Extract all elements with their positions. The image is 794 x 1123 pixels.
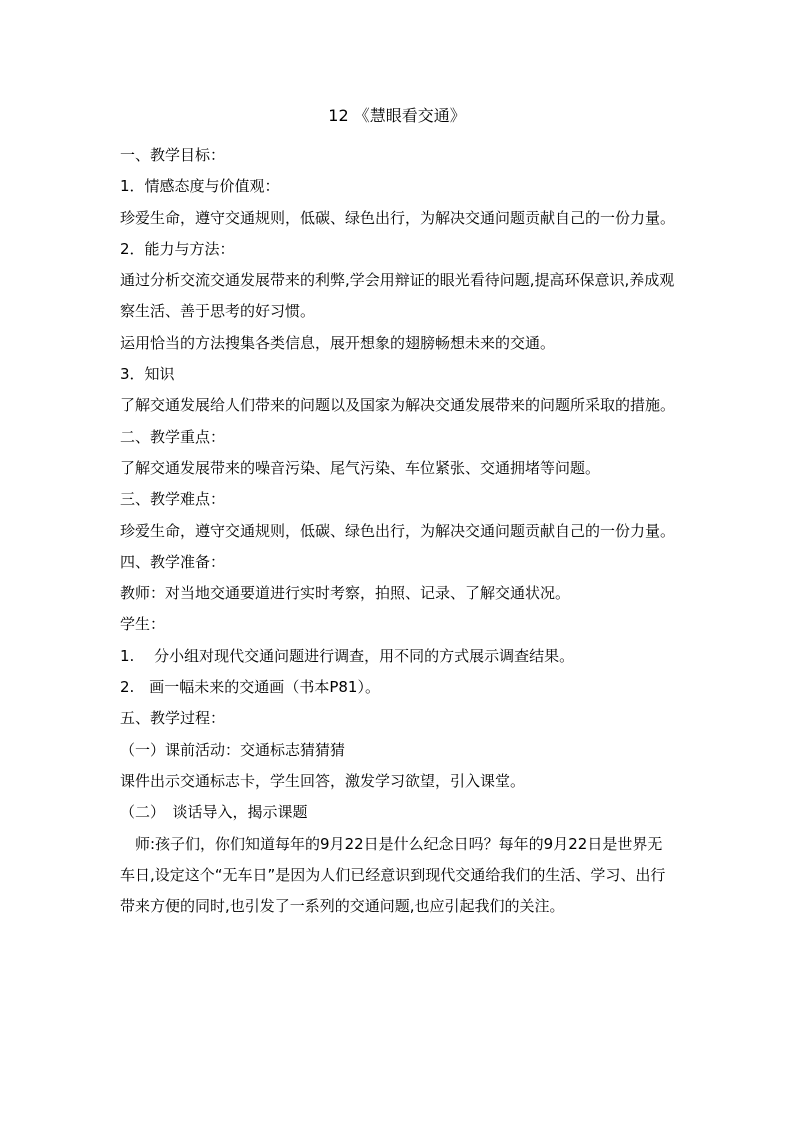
paragraph-difficulties: 珍爱生命，遵守交通规则，低碳、绿色出行，为解决交通问题贡献自己的一份力量。 [120, 521, 676, 540]
section-heading-objectives: 一、教学目标： [120, 146, 226, 164]
paragraph-ability-2: 运用恰当的方法搜集各类信息，展开想象的翅膀畅想未来的交通。 [120, 333, 556, 352]
paragraph-ability: 通过分析交流交通发展带来的利弊,学会用辩证的眼光看待问题,提高环保意识,养成观察生活、善于思考的好习惯。 [120, 271, 675, 321]
section-heading-process: 五、教学过程： [120, 709, 226, 728]
document-body [120, 140, 676, 922]
paragraph-knowledge: 了解交通发展给人们带来的问题以及国家为解决交通发展带来的问题所采取的措施。 [120, 396, 676, 415]
paragraph-key-points: 了解交通发展带来的噪音污染、尾气污染、车位紧张、交通拥堵等问题。 [120, 458, 601, 477]
section-heading-key-points: 二、教学重点： [120, 427, 226, 446]
section-heading-preparation: 四、教学准备： [120, 552, 226, 571]
list-item-student-1: 1. 分小组对现代交通问题进行调查，用不同的方式展示调查结果。 [120, 646, 575, 665]
subheading-introduction: （二） 谈话导入，揭示课题 [120, 803, 308, 822]
list-item-student-2: 2. 画一幅未来的交通画（书本P81）。 [120, 678, 380, 697]
section-heading-difficulties: 三、教学难点： [120, 490, 226, 509]
paragraph-emotion: 珍爱生命，遵守交通规则，低碳、绿色出行，为解决交通问题贡献自己的一份力量。 [120, 208, 676, 227]
paragraph-teacher-preparation: 教师：对当地交通要道进行实时考察，拍照、记录、了解交通状况。 [120, 584, 571, 603]
subheading-emotion: 1．情感态度与价值观： [120, 177, 280, 196]
document-title: 12 《慧眼看交通》 [328, 106, 466, 125]
subheading-ability: 2．能力与方法： [120, 239, 235, 258]
subheading-knowledge: 3．知识 [120, 365, 175, 384]
subheading-pre-class-activity: （一）课前活动：交通标志猜猜猜 [120, 740, 346, 759]
paragraph-student-label: 学生： [120, 615, 166, 634]
paragraph-introduction: 师:孩子们，你们知道每年的9月22日是什么纪念日吗？每年的9月22日是世界无车日,设定这个“无车日”是因为人们已经意识到现代交通给我们的生活、学习、出行带来方便的同时,也引发了一系列的交通问题,也应引起我们的关注。 [120, 834, 666, 916]
paragraph-pre-class-activity: 课件出示交通标志卡，学生回答，激发学习欲望，引入课堂。 [120, 771, 526, 790]
